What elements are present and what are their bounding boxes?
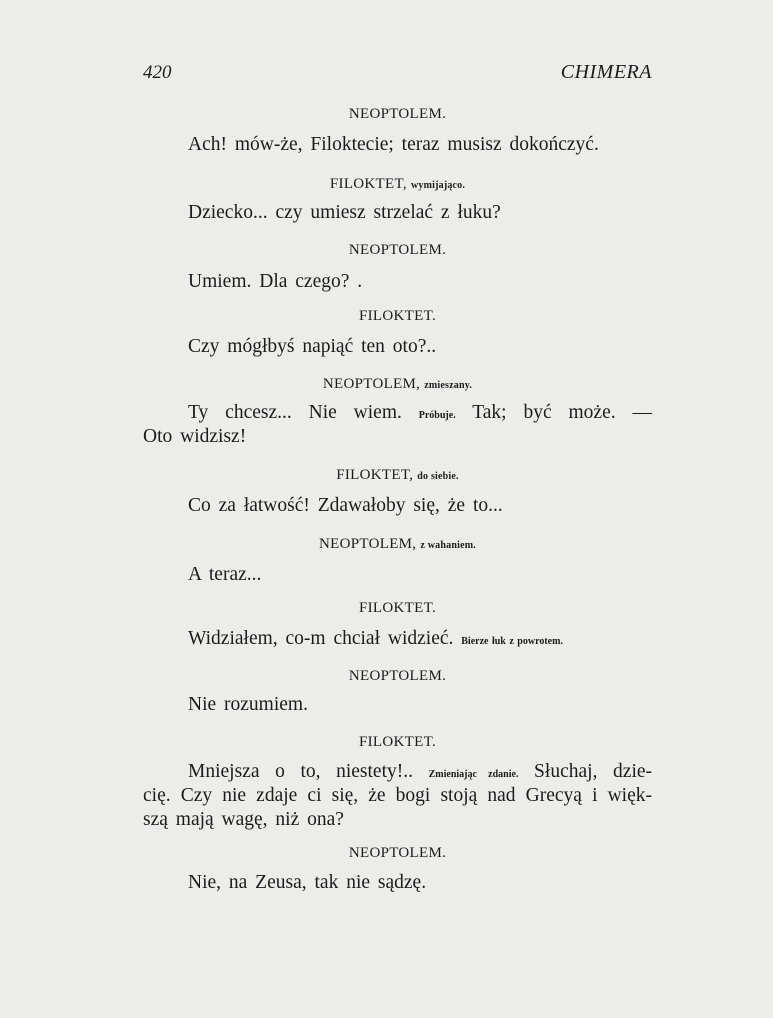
speaker-name: NEOPTOLEM, [319, 536, 417, 552]
dialogue-line [143, 872, 652, 894]
speaker-heading [143, 600, 652, 617]
speaker-heading [143, 376, 652, 393]
speaker-name: FILOKTET. [359, 734, 436, 750]
speaker-heading [143, 242, 652, 259]
dialogue-text: Co za łatwość! Zdawałoby się, że to... [188, 495, 503, 516]
speaker-name: NEOPTOLEM. [348, 106, 447, 122]
dialogue-text: szą mają wagę, niż ona? [143, 809, 344, 830]
stage-direction: do siebie. [417, 471, 459, 482]
dialogue-text: Oto widzisz! [143, 426, 247, 447]
dialogue-line [143, 426, 652, 448]
running-title: CHIMERA [560, 61, 652, 83]
dialogue-text: Ach! mów-że, Filoktecie; teraz musisz dokończyć. [188, 134, 599, 155]
dialogue-text: Widziałem, co-m chciał widzieć. [188, 628, 462, 649]
dialogue-line [143, 402, 652, 424]
speaker-name: NEOPTOLEM. [348, 668, 447, 684]
dialogue-line [143, 761, 652, 783]
stage-direction: z wahaniem. [420, 540, 476, 551]
dialogue-line [143, 134, 652, 156]
dialogue-line [143, 202, 652, 224]
page-number: 420 [143, 62, 172, 83]
stage-direction: Zmieniając zdanie. [428, 769, 519, 780]
speaker-heading [143, 308, 652, 325]
dialogue-line [143, 495, 652, 517]
dialogue-text: Czy mógłbyś napiąć ten oto?.. [188, 336, 437, 357]
dialogue-text: Słuchaj, dzie- [518, 761, 653, 782]
stage-direction: zmieszany. [424, 380, 473, 391]
dialogue-line [143, 564, 652, 586]
dialogue-text: Nie, na Zeusa, tak nie sądzę. [188, 872, 427, 893]
dialogue-text: A teraz... [188, 564, 262, 585]
dialogue-line [143, 271, 652, 293]
speaker-name: NEOPTOLEM. [348, 242, 447, 258]
speaker-name: FILOKTET. [359, 600, 436, 616]
speaker-name: FILOKTET, [329, 176, 407, 192]
speaker-name: FILOKTET, [336, 467, 414, 483]
dialogue-text: Umiem. Dla czego? . [188, 271, 363, 292]
stage-direction: Bierze łuk z powrotem. [461, 636, 563, 647]
speaker-heading [143, 106, 652, 123]
speaker-heading [143, 734, 652, 751]
dialogue-text: Nie rozumiem. [188, 694, 308, 715]
speaker-heading [143, 668, 652, 685]
speaker-heading [143, 845, 652, 862]
dialogue-line [143, 694, 652, 716]
dialogue-text: Tak; być może. — [455, 402, 652, 423]
dialogue-line [143, 628, 652, 650]
dialogue-text: Ty chcesz... Nie wiem. [188, 402, 419, 423]
stage-direction: wymijająco. [410, 180, 466, 191]
speaker-heading [143, 467, 652, 484]
dialogue-line [143, 785, 652, 807]
speaker-heading [143, 176, 652, 193]
speaker-name: NEOPTOLEM. [348, 845, 447, 861]
speaker-name: NEOPTOLEM, [322, 376, 421, 392]
dialogue-text: cię. Czy nie zdaje ci się, że bogi stoją nad Grecyą i więk- [143, 785, 652, 806]
dialogue-text: Mniejsza o to, niestety!.. [188, 761, 429, 782]
dialogue-line [143, 336, 652, 358]
dialogue-text: Dziecko... czy umiesz strzelać z łuku? [188, 202, 501, 223]
speaker-name: FILOKTET. [359, 308, 436, 324]
speaker-heading [143, 536, 652, 553]
stage-direction: Próbuje. [418, 410, 456, 421]
dialogue-line [143, 809, 652, 831]
